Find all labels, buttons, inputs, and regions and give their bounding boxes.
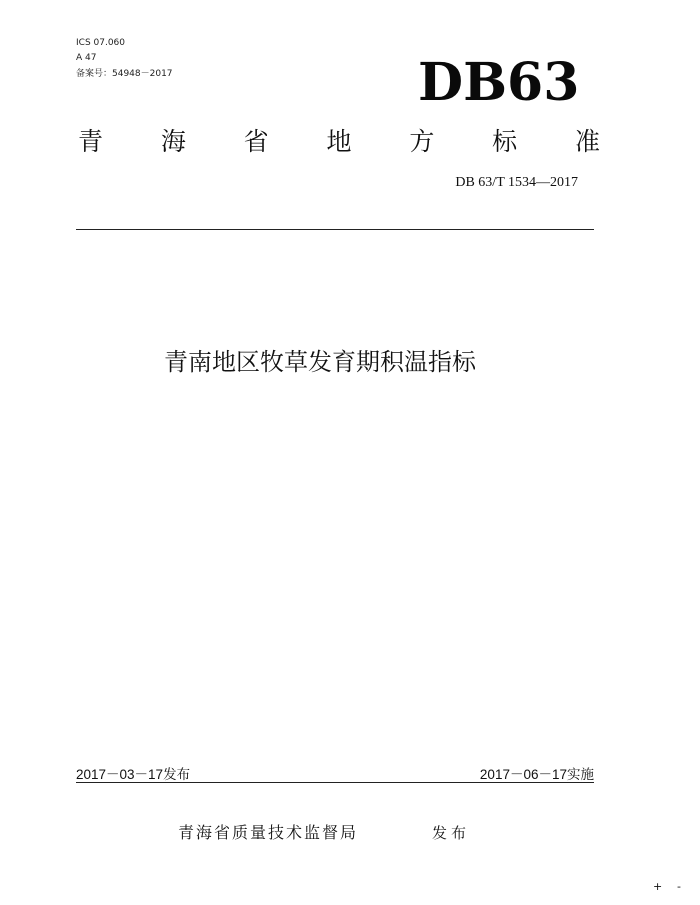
standard-type-heading (78, 126, 600, 158)
standard-type-char: 省 (243, 127, 269, 156)
issuing-action: 发布 (432, 824, 471, 842)
classification-code: A 47 (76, 53, 97, 63)
standard-type-char: 地 (326, 127, 352, 156)
standard-type-char: 青 (78, 127, 104, 156)
standard-type-char: 准 (574, 127, 600, 156)
bottom-divider (76, 782, 594, 783)
standard-type-char: 海 (160, 127, 186, 156)
standard-type-char: 标 (492, 127, 518, 156)
document-title: 青南地区牧草发育期积温指标 (164, 348, 476, 376)
implementation-date: 2017－06－17实施 (479, 767, 594, 782)
corner-plus-mark: + (653, 880, 663, 893)
issue-date: 2017－03－17发布 (76, 767, 191, 782)
top-divider (76, 229, 594, 230)
standard-type-char: 方 (409, 127, 435, 156)
db63-logo: DB63 (418, 52, 580, 113)
ics-code: ICS 07.060 (76, 38, 126, 48)
record-number: 备案号：54948－2017 (76, 69, 173, 79)
corner-dash-mark: - (677, 880, 681, 893)
issuing-authority: 青海省质量技术监督局 (178, 823, 359, 842)
standard-number: DB 63/T 1534—2017 (455, 175, 578, 190)
